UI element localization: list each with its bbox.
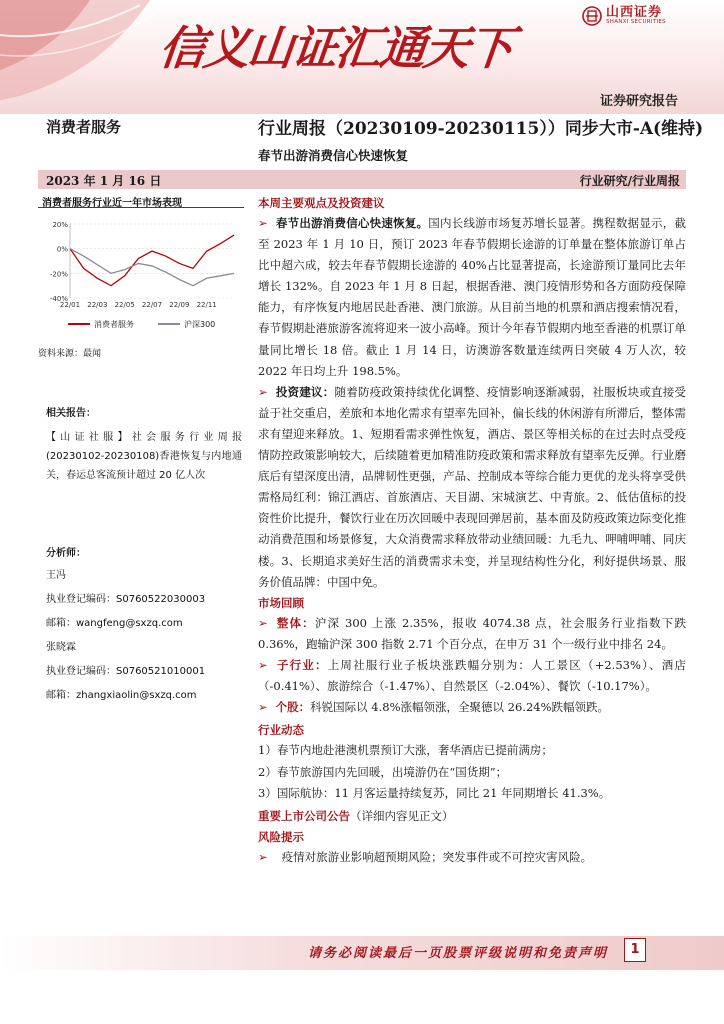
analyst-reg-code: 执业登记编码：S0760522030003 [46, 594, 206, 605]
news-item: 3）国际航协：11 月客运量持续复苏，同比 21 年同期增长 41.3%。 [258, 786, 611, 801]
paragraph-lead: 整体： [275, 615, 315, 630]
chart-title-rule [38, 207, 244, 208]
paragraph-lead: 投资建议： [275, 384, 335, 399]
news-item: 2）春节旅游国内先回暖，出境游仍在“国货期”； [258, 764, 508, 779]
paragraph-lead: 个股： [275, 700, 311, 715]
chart-y-tick-label: 0% [56, 245, 68, 254]
bullet-arrow-icon: ➢ [258, 849, 268, 864]
analyst-reg-code: 执业登记编码：S0760521010001 [46, 666, 206, 677]
paragraph-body: 沪深 300 上涨 2.35%，报收 4074.38 点，社会服务行业指数下跌 0.36%，跑输沪深 300 指数 2.71 个百分点，在申万 31 个一级行业中排名 24。 [258, 615, 686, 651]
bullet-arrow-icon: ➢ [258, 384, 268, 399]
chart-y-tick-label: -20% [49, 270, 68, 279]
chart-x-tick-label: 22/03 [87, 301, 108, 309]
related-reports-heading: 相关报告： [46, 408, 96, 419]
announcements-title: 重要上市公司公告 [258, 808, 350, 823]
chart-source: 资料来源：最闻 [38, 349, 102, 359]
paragraph-body: 疫情对旅游业影响超预期风险；突发事件或不可控灾害风险。 [281, 849, 593, 864]
logo-mark-icon [582, 6, 602, 26]
bullet-arrow-icon: ➢ [258, 700, 268, 715]
sector-name: 消费者服务 [46, 118, 122, 136]
report-title: 行业周报（20230109-20230115））同步大市-A(维持) [258, 119, 704, 139]
paragraph-investment-advice [258, 382, 686, 593]
announcements-note: （详细内容见正文） [350, 808, 454, 823]
chart-title: 消费者服务行业近一年市场表现 [42, 198, 182, 209]
chart-x-tick-label: 22/01 [59, 301, 81, 309]
logo-text-en: SHANXI SECURITIES [606, 19, 666, 26]
logo-text-cn: 山西证券 [606, 5, 663, 21]
analyst-email[interactable]: 邮箱：zhangxiaolin@sxzq.com [46, 690, 197, 701]
paragraph-body: 上周社服行业子板块涨跌幅分别为：人工景区（+2.53%）、酒店（-0.41%）、旅游综合（-1.47%）、自然景区（-2.04%）、餐饮（-10.17%）。 [258, 657, 686, 693]
report-kind-label: 证券研究报告 [599, 94, 678, 109]
paragraph-risks [258, 847, 686, 868]
analysts-heading: 分析师： [46, 548, 86, 559]
chart-y-tick-label: -40% [49, 295, 68, 303]
report-subtitle: 春节出游消费信心快速恢复 [258, 148, 409, 163]
paragraph-market-overall [258, 613, 686, 655]
section-heading-risks: 风险提示 [258, 829, 304, 844]
header-band [0, 0, 724, 114]
paragraph-lead: 子行业： [275, 657, 328, 672]
chart-x-tick-label: 22/11 [196, 301, 217, 309]
bullet-arrow-icon: ➢ [258, 657, 268, 672]
section-heading-market-review: 市场回顾 [258, 595, 304, 610]
report-date: 2023 年 1 月 16 日 [46, 174, 162, 188]
paragraph-body: 科锐国际以 4.8%涨幅领涨，全聚德以 26.24%跌幅领跌。 [310, 700, 610, 715]
chart-legend-label: 消费者服务 [94, 320, 134, 329]
paragraph-holiday-travel [258, 213, 686, 382]
bullet-arrow-icon: ➢ [258, 615, 268, 630]
main-content [258, 193, 686, 868]
section-heading-industry-news: 行业动态 [258, 723, 304, 738]
chart-legend-label: 沪深300 [184, 320, 216, 329]
chart-x-tick-label: 22/05 [114, 301, 135, 309]
analyst-name: 张晓霖 [46, 642, 76, 653]
related-report-link[interactable]: 【山证社服】社会服务行业周报(20230102-20230108)香港恢复与内地通关，春运总客流预计超过 20 亿人次 [46, 432, 242, 481]
section-heading-announcements [258, 805, 686, 827]
chart-x-tick-label: 22/07 [141, 301, 163, 309]
chart-series-line [70, 249, 234, 286]
market-performance-chart [38, 212, 244, 340]
chart-x-tick-label: 22/09 [169, 301, 190, 309]
paragraph-market-subsector [258, 655, 686, 697]
paragraph-lead: 春节出游消费信心快速恢复。 [275, 216, 429, 230]
slogan: 信义山证汇通天下 [156, 21, 515, 75]
company-logo [582, 6, 666, 26]
section-heading-key-views: 本周主要观点及投资建议 [258, 196, 385, 210]
disclaimer-note: 请务必阅读最后一页股票评级说明和免责声明 [308, 946, 609, 961]
paragraph-body: 国内长线游市场复苏增长显著。携程数据显示，截至 2023 年 1 月 10 日，预订 2023 年春节假期长途游的订单量在整体旅游订单占比中超六成，较去年春节假期长途游的 40%占比显著提高，长途游预订量同比去年增长 132%。自 2023 年 1 月 8 日起，根据香港、澳门疫情形势和各方面防疫保障能力，有序恢复内地居民赴香港、澳门旅游。从目前当地的机票和酒店搜索情况看，春节假期赴港旅游客流将迎来一波小高峰。预计今年春节假期内地至香港的机票订单量同比增长 18 倍。截止 1 月 14 日，访澳游客数量连续两日突破 4 万人次，较 2022 年日均上升 198.5%。 [258, 216, 687, 378]
analyst-email[interactable]: 邮箱：wangfeng@sxzq.com [46, 618, 183, 629]
page-number: 1 [624, 938, 646, 962]
chart-y-tick-label: 20% [52, 221, 68, 229]
paragraph-market-stocks [258, 697, 686, 718]
bullet-arrow-icon: ➢ [258, 216, 268, 230]
analyst-name: 王冯 [46, 570, 66, 581]
report-category: 行业研究/行业周报 [579, 174, 680, 188]
paragraph-body: 随着防疫政策持续优化调整、疫情影响逐渐减弱，社服板块或直接受益于社交重启，差旅和本地化需求有望率先回补，偏长线的休闲游有所滞后，整体需求有望迎来释放。1、短期看需求弹性恢复，酒店、景区等相关标的在过去时点受疫情防控政策影响较大，后续随着更加精准防疫政策和需求释放有望率先反弹。行业磨底后有望深度出清，品牌韧性更强，产品、控制成本等综合能力更优的龙头将享受供需格局红利：锦江酒店、首旅酒店、天目湖、宋城演艺、中青旅。2、低估值标的投资性价比提升，餐饮行业在历次回暖中表现回弹居前，基本面及防疫政策边际变化推动消费范围和场景修复，大众消费需求释放带动业绩回暖：九毛九、呷哺呷哺、同庆楼。3、长期追求美好生活的消费需求未变，并呈现结构性分化，利好提供场景、服务价值品牌：中国中免。 [258, 384, 687, 589]
news-item: 1）春节内地赴港澳机票预订大涨，奢华酒店已提前满房； [258, 743, 553, 758]
